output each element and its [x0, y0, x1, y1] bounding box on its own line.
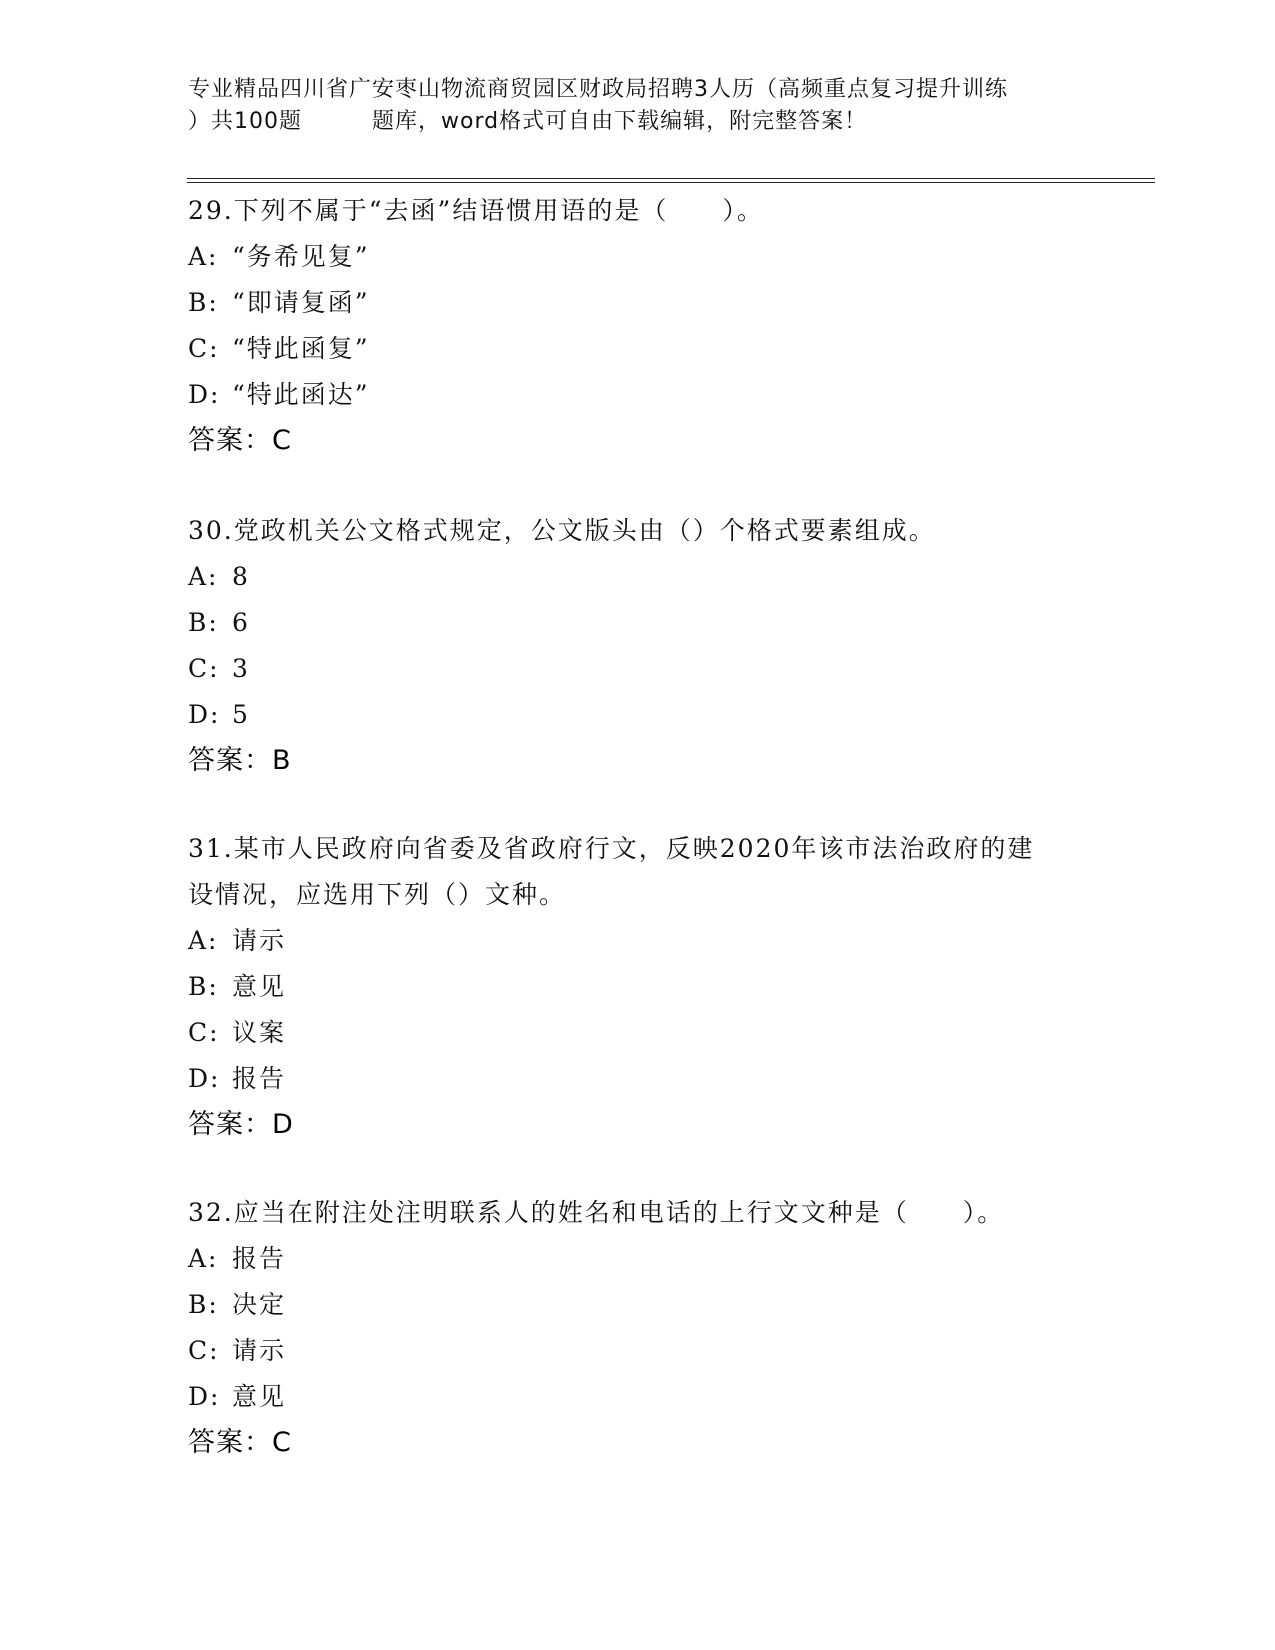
question-text: 29.下列不属于“去函”结语惯用语的是（ ）。: [188, 196, 764, 225]
option-letter: D:: [188, 700, 221, 729]
option-b: [188, 1282, 1088, 1328]
option-text: 请示: [232, 926, 287, 955]
option-letter: B:: [188, 1290, 219, 1319]
header-line-2: [188, 106, 1088, 138]
answer-line: 答案：C: [188, 425, 292, 456]
option-letter: B:: [188, 288, 219, 317]
option-letter: B:: [188, 972, 219, 1001]
option-b: [188, 600, 1088, 646]
option-b: [188, 280, 1088, 326]
option-d: [188, 1056, 1088, 1102]
option-c: [188, 646, 1088, 692]
answer-line: 答案：C: [188, 1427, 292, 1458]
option-text: 议案: [232, 1018, 287, 1047]
option-text: “特此函达”: [232, 380, 370, 409]
option-letter: D:: [188, 380, 221, 409]
option-d: [188, 692, 1088, 738]
option-letter: D:: [188, 1064, 221, 1093]
option-letter: A:: [188, 242, 219, 271]
option-letter: A:: [188, 562, 219, 591]
option-letter: D:: [188, 1382, 221, 1411]
option-c: [188, 1328, 1088, 1374]
option-text: 8: [232, 562, 250, 591]
option-a: [188, 234, 1088, 280]
option-text: “即请复函”: [232, 288, 370, 317]
header-divider-bottom: [187, 182, 1155, 183]
option-a: [188, 918, 1088, 964]
header-line-2-end: 题库，word格式可自由下载编辑，附完整答案！: [372, 109, 868, 134]
option-text: 意见: [232, 1382, 287, 1411]
option-text: 3: [232, 654, 250, 683]
question-text: 30.党政机关公文格式规定，公文版头由（）个格式要素组成。: [188, 516, 936, 545]
question-31: [188, 826, 1088, 1148]
answer-line: 答案：B: [188, 745, 292, 776]
question-text: 32.应当在附注处注明联系人的姓名和电话的上行文文种是（ ）。: [188, 1198, 1005, 1227]
option-d: [188, 372, 1088, 418]
option-text: 意见: [232, 972, 287, 1001]
answer-line: 答案：D: [188, 1109, 294, 1140]
header-divider-top: [187, 178, 1155, 179]
option-letter: C:: [188, 1336, 220, 1365]
option-letter: A:: [188, 926, 219, 955]
option-c: [188, 1010, 1088, 1056]
option-text: 请示: [232, 1336, 287, 1365]
option-text: “特此函复”: [232, 334, 370, 363]
option-text: 6: [232, 608, 250, 637]
option-a: [188, 554, 1088, 600]
document-header: [188, 74, 1088, 138]
question-32: [188, 1190, 1088, 1466]
option-d: [188, 1374, 1088, 1420]
option-c: [188, 326, 1088, 372]
question-30: [188, 508, 1088, 784]
option-text: 报告: [232, 1064, 287, 1093]
question-text: 31.某市人民政府向省委及省政府行文，反映2020年该市法治政府的建设情况，应选用下列（）文种。: [188, 834, 1035, 909]
header-line-2-start: ）共100题: [188, 109, 302, 134]
option-letter: C:: [188, 334, 220, 363]
option-text: “务希见复”: [232, 242, 370, 271]
option-letter: C:: [188, 1018, 220, 1047]
question-29: [188, 188, 1088, 464]
header-line-1: 专业精品四川省广安枣山物流商贸园区财政局招聘3人历（高频重点复习提升训练: [188, 77, 1008, 102]
option-letter: B:: [188, 608, 219, 637]
option-text: 报告: [232, 1244, 287, 1273]
option-a: [188, 1236, 1088, 1282]
option-text: 决定: [232, 1290, 287, 1319]
option-letter: A:: [188, 1244, 219, 1273]
option-b: [188, 964, 1088, 1010]
option-letter: C:: [188, 654, 220, 683]
option-text: 5: [232, 700, 250, 729]
